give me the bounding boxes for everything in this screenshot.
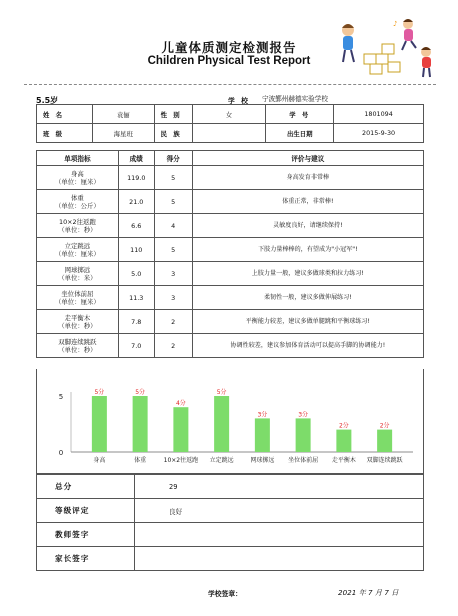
- item-unit: （单位：厘米）: [55, 249, 100, 258]
- x-tick-label: 网球掷远: [250, 457, 275, 464]
- bar: [173, 407, 188, 452]
- y-tick-label: 0: [58, 449, 64, 457]
- item-score: 5: [154, 166, 192, 190]
- item-name: 网球掷远: [64, 265, 91, 274]
- item-name-cell: [37, 238, 119, 262]
- header-divider: [24, 84, 436, 85]
- item-result: 110: [118, 238, 154, 262]
- student-id-label: 学 号: [266, 105, 334, 124]
- table-row: [37, 238, 424, 262]
- item-unit: （单位：公斤）: [55, 201, 100, 210]
- item-result: 5.0: [118, 262, 154, 286]
- bar: [92, 396, 107, 452]
- item-name: 身高: [71, 169, 84, 178]
- summary-row: [37, 475, 424, 499]
- summary-row: [37, 547, 424, 571]
- bar-data-label: 5分: [135, 389, 146, 396]
- ethnicity-label: 民 族: [154, 124, 192, 143]
- birth-date-label: 出生日期: [266, 124, 334, 143]
- item-name: 10×2往返跑: [59, 217, 96, 226]
- bar-data-label: 5分: [216, 389, 227, 396]
- item-name-cell: [37, 334, 119, 358]
- svg-text:♪: ♪: [393, 20, 398, 28]
- item-score: 3: [154, 262, 192, 286]
- bar: [255, 418, 270, 452]
- item-score: 5: [154, 190, 192, 214]
- header-result: 成绩: [118, 151, 154, 166]
- report-title-en: Children Physical Test Report: [147, 55, 311, 67]
- item-comment: 协调性较差，建议参加体育活动可以提高手脚的协调能力!: [192, 334, 423, 358]
- header-comment: 评价与建议: [192, 151, 423, 166]
- grade-label: 等级评定: [37, 499, 135, 523]
- bar-data-label: 3分: [298, 411, 309, 419]
- bar-data-label: 4分: [175, 400, 186, 408]
- summary-row: [37, 499, 424, 523]
- item-name-cell: [37, 310, 119, 334]
- x-tick-label: 坐位体前屈: [288, 457, 319, 464]
- student-info-table: [36, 104, 424, 143]
- table-row: [37, 190, 424, 214]
- table-row: [37, 214, 424, 238]
- bar: [296, 418, 311, 452]
- ethnicity-value: [192, 124, 266, 143]
- bar: [214, 396, 229, 452]
- item-name-cell: [37, 166, 119, 190]
- teacher-signature-field[interactable]: [135, 523, 424, 547]
- bar: [336, 430, 351, 452]
- birth-date-value: 2015-9-30: [334, 124, 424, 143]
- item-name-cell: [37, 214, 119, 238]
- x-tick-label: 10×2往返跑: [163, 457, 199, 464]
- table-row: [37, 334, 424, 358]
- item-result: 21.0: [118, 190, 154, 214]
- report-date: 2021 年 7 月 7 日: [338, 588, 399, 597]
- parent-signature-field[interactable]: [135, 547, 424, 571]
- x-tick-label: 身高: [93, 457, 106, 464]
- item-unit: （单位：秒）: [58, 225, 97, 234]
- item-name: 体重: [71, 193, 84, 202]
- item-result: 6.6: [118, 214, 154, 238]
- item-result: 7.0: [118, 334, 154, 358]
- item-comment: 灵敏度良好，请继续保持!: [192, 214, 423, 238]
- info-row: [37, 105, 424, 124]
- item-result: 11.3: [118, 286, 154, 310]
- name-value: 袁俪: [92, 105, 154, 124]
- item-name: 走平衡木: [64, 313, 91, 322]
- item-score: 3: [154, 286, 192, 310]
- teacher-signature-label: 教师签字: [37, 523, 135, 547]
- header-score: 得分: [154, 151, 192, 166]
- bar: [377, 430, 392, 452]
- item-score: 2: [154, 334, 192, 358]
- info-row: [37, 124, 424, 143]
- item-result: 7.8: [118, 310, 154, 334]
- item-unit: （单位：秒）: [58, 345, 97, 354]
- header-item: 单项指标: [37, 151, 119, 166]
- item-score: 2: [154, 310, 192, 334]
- grade-value: 良好: [135, 499, 424, 523]
- y-tick-label: 5: [58, 393, 64, 401]
- x-tick-label: 双脚连续跳跃: [366, 457, 403, 464]
- item-score: 5: [154, 238, 192, 262]
- x-tick-label: 走平衡木: [331, 457, 356, 464]
- name-label: 姓 名: [37, 105, 93, 124]
- item-comment: 体重正常，非常棒!: [192, 190, 423, 214]
- item-name: 坐位体前屈: [61, 289, 94, 298]
- table-row: [37, 262, 424, 286]
- gender-value: 女: [192, 105, 266, 124]
- class-value: 海星班: [92, 124, 154, 143]
- student-id-value: 1801094: [334, 105, 424, 124]
- x-tick-label: 立定跳远: [209, 457, 234, 464]
- item-score: 4: [154, 214, 192, 238]
- parent-signature-label: 家长签字: [37, 547, 135, 571]
- table-row: [37, 286, 424, 310]
- school-label: 学 校: [228, 97, 250, 105]
- x-tick-label: 体重: [134, 457, 147, 464]
- item-comment: 下肢力量棒棒的，有望成为"小冠军"!: [192, 238, 423, 262]
- bar: [133, 396, 148, 452]
- report-title-cn: 儿童体质测定检测报告: [161, 40, 297, 55]
- total-score-label: 总分: [37, 475, 135, 499]
- gender-label: 性 别: [154, 105, 192, 124]
- item-comment: 柔韧性一般，建议多做伸展练习!: [192, 286, 423, 310]
- item-comment: 上肢力量一般，建议多做球类和拉力练习!: [192, 262, 423, 286]
- items-header-row: [37, 151, 424, 166]
- item-comment: 平衡能力较差，建议多做单腿跳和平衡球练习!: [192, 310, 423, 334]
- class-label: 班 级: [37, 124, 93, 143]
- bar-data-label: 3分: [257, 411, 268, 419]
- bar-data-label: 2分: [379, 422, 390, 430]
- test-items-table: [36, 150, 424, 358]
- score-bar-chart: [36, 369, 424, 474]
- summary-row: [37, 523, 424, 547]
- item-name: 立定跳远: [64, 241, 91, 250]
- table-row: [37, 166, 424, 190]
- item-name-cell: [37, 286, 119, 310]
- item-unit: （单位：厘米）: [55, 297, 100, 306]
- item-name-cell: [37, 190, 119, 214]
- item-unit: （单位：米）: [58, 273, 97, 282]
- summary-table: [36, 474, 424, 571]
- item-result: 119.0: [118, 166, 154, 190]
- item-unit: （单位：秒）: [58, 321, 97, 330]
- items-body: [37, 166, 424, 358]
- item-name-cell: [37, 262, 119, 286]
- school-name: 宁波鄞州赫德实验学校: [262, 93, 414, 105]
- bar-data-label: 2分: [338, 422, 349, 430]
- school-seal-label: 学校签章：: [208, 590, 242, 598]
- item-name: 双脚连续跳跃: [58, 337, 97, 346]
- item-comment: 身高发育非常棒: [192, 166, 423, 190]
- total-score-value: 29: [135, 475, 424, 499]
- item-unit: （单位：厘米）: [55, 177, 100, 186]
- table-row: [37, 310, 424, 334]
- bar-data-label: 5分: [94, 389, 105, 396]
- student-age: 5.5岁: [36, 96, 59, 105]
- score-chart-svg: [37, 369, 425, 474]
